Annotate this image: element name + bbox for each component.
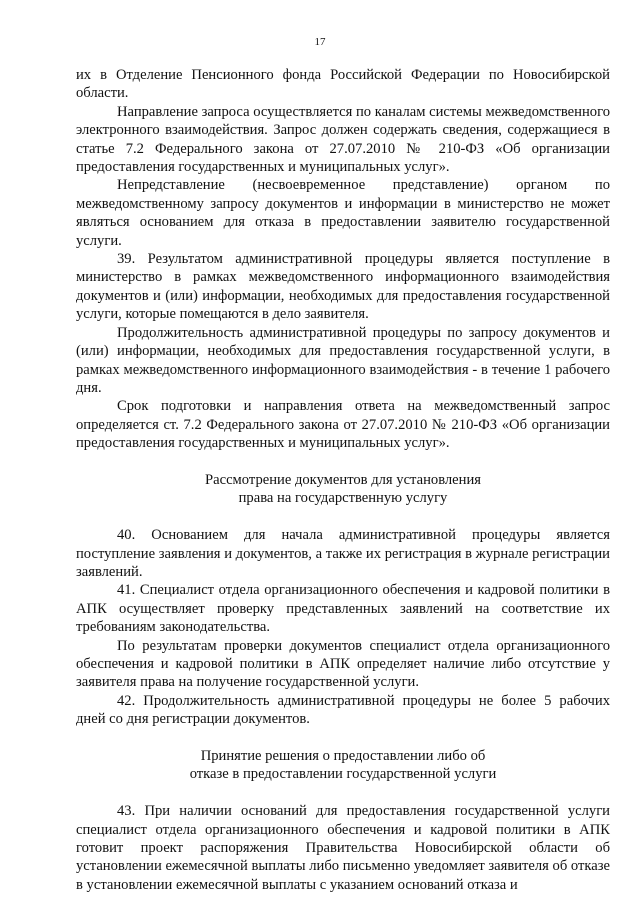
page-number: 17 <box>314 36 326 48</box>
section-decision <box>76 802 610 894</box>
paragraph: 39. Результатом административной процедуры является поступление в министерство в рамках межведомственного информационного взаимодействия документов и (или) информации, необходимых для предоставления государственной услуги, которые помещаются в дело заявителя. <box>76 251 610 323</box>
paragraph: 40. Основанием для начала административной процедуры является поступление заявления и документов, а также их регистрация в журнале регистрации заявлений. <box>76 527 610 580</box>
document-body <box>76 66 610 894</box>
paragraph: 43. При наличии оснований для предоставления государственной услуги специалист отдела организационного обеспечения и кадровой политики в АПК готовит проект распоряжения Правительства Новосибирской области об установлении ежемесячной выплаты либо письменно уведомляет заявителя об отказе в установлении ежемесячной выплаты с указанием оснований отказа и <box>76 803 610 893</box>
section-document-review <box>76 526 610 728</box>
paragraph: Направление запроса осуществляется по каналам системы межведомственного электронного взаимодействия. Запрос должен содержать сведения, содержащиеся в статье 7.2 Федерального закона от 27.07.2010 № 210-ФЗ «Об организации предоставления государственных и муниципальных услуг». <box>76 103 610 176</box>
paragraph: 41. Специалист отдела организационного обеспечения и кадровой политики в АПК осуществляет проверку представленных заявлений на соответствие их требованиям законодательства. <box>76 582 610 636</box>
section-heading-decision <box>76 747 610 784</box>
paragraph: Непредставление (несвоевременное представление) органом по межведомственному запросу документов и информации в министерство не может являться основанием для отказа в предоставлении заявителю государственной услуги. <box>76 177 610 249</box>
heading-line: Рассмотрение документов для установления <box>205 471 481 488</box>
heading-line: права на государственную услугу <box>238 490 448 507</box>
heading-line: Принятие решения о предоставлении либо об <box>200 747 486 764</box>
paragraph: 42. Продолжительность административной процедуры не более 5 рабочих дней со дня регистрации документов. <box>76 692 610 728</box>
paragraph: их в Отделение Пенсионного фонда Российской Федерации по Новосибирской области. <box>76 67 610 102</box>
paragraph: Срок подготовки и направления ответа на межведомственный запрос определяется ст. 7.2 Федерального закона от 27.07.2010 № 210-ФЗ «Об организации предоставления государственных и муниципальных услуг». <box>76 398 610 452</box>
paragraph: По результатам проверки документов специалист отдела организационного обеспечения и кадровой политики в АПК определяет наличие либо отсутствие у заявителя права на получение государственной услуги. <box>76 637 610 691</box>
section-interagency-request <box>76 66 610 453</box>
heading-line: отказе в предоставлении государственной услуги <box>189 766 497 783</box>
paragraph: Продолжительность административной процедуры по запросу документов и (или) информации, необходимых для предоставления государственной услуги, в рамках межведомственного информационного взаимодействия - в течение 1 рабочего дня. <box>76 324 610 396</box>
section-heading-review <box>76 471 610 508</box>
